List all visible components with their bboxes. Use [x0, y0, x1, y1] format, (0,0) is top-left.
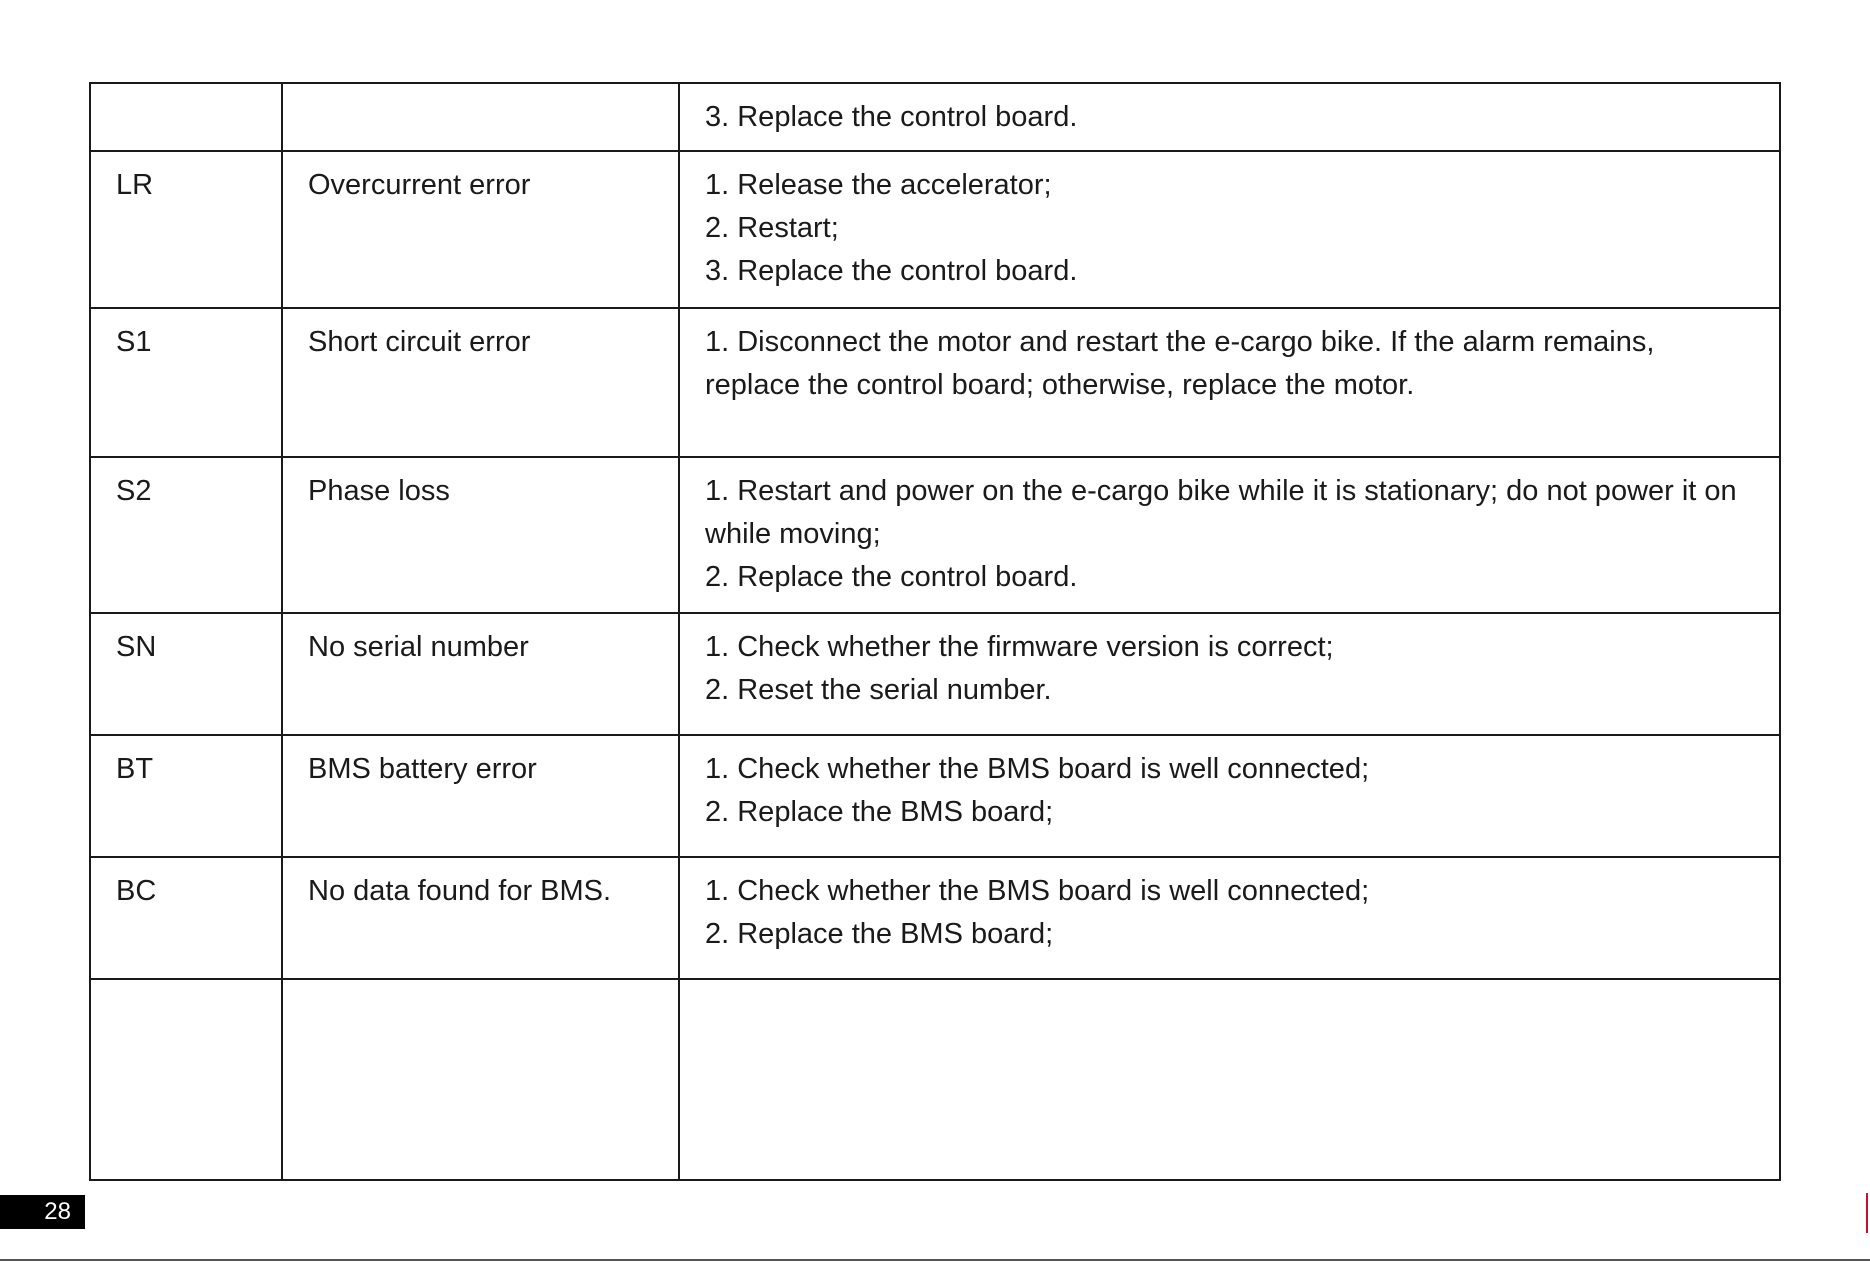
solution-cell [679, 83, 1780, 151]
solution-cell [679, 151, 1780, 308]
solution-step: 2. Replace the control board. [705, 561, 1078, 593]
solution-step: 1. Restart and power on the e-cargo bike while it is stationary; do not power it on while moving; [705, 475, 1737, 550]
solution-step: 2. Replace the BMS board; [705, 918, 1054, 950]
error-code-cell: BC [90, 857, 282, 979]
table-row [90, 613, 1780, 735]
solution-step: 3. Replace the control board. [705, 101, 1078, 133]
error-code-cell: S2 [90, 457, 282, 613]
error-code-cell: S1 [90, 308, 282, 457]
table-row [90, 979, 1780, 1180]
table-row [90, 308, 1780, 457]
solution-step: 1. Check whether the BMS board is well connected; [705, 753, 1370, 785]
error-description-cell: No serial number [282, 613, 679, 735]
table-row [90, 735, 1780, 857]
table-row [90, 857, 1780, 979]
solution-step: 2. Restart; [705, 212, 839, 244]
error-code-cell: LR [90, 151, 282, 308]
error-code-cell: BT [90, 735, 282, 857]
solution-step: 2. Replace the BMS board; [705, 796, 1054, 828]
table-row [90, 83, 1780, 151]
table-row [90, 151, 1780, 308]
error-description-cell: Overcurrent error [282, 151, 679, 308]
error-description-cell: Phase loss [282, 457, 679, 613]
error-code-cell: SN [90, 613, 282, 735]
edge-marker [1866, 1193, 1868, 1233]
solution-cell [679, 979, 1780, 1180]
solution-cell [679, 735, 1780, 857]
error-description-cell: No data found for BMS. [282, 857, 679, 979]
solution-cell [679, 457, 1780, 613]
solution-step: 1. Check whether the firmware version is correct; [705, 631, 1334, 663]
solution-cell [679, 857, 1780, 979]
error-code-table [89, 82, 1781, 1181]
solution-cell [679, 613, 1780, 735]
solution-step: 2. Reset the serial number. [705, 674, 1052, 706]
error-description-cell [282, 979, 679, 1180]
solution-step: 1. Disconnect the motor and restart the e-cargo bike. If the alarm remains, replace the control board; otherwise, replace the motor. [705, 326, 1655, 401]
error-description-cell [282, 83, 679, 151]
page-number: 28 [0, 1195, 85, 1229]
bottom-divider [0, 1259, 1870, 1261]
error-code-cell [90, 979, 282, 1180]
error-description-cell: Short circuit error [282, 308, 679, 457]
solution-cell [679, 308, 1780, 457]
error-code-cell [90, 83, 282, 151]
error-description-cell: BMS battery error [282, 735, 679, 857]
table-row [90, 457, 1780, 613]
solution-step: 1. Check whether the BMS board is well connected; [705, 875, 1370, 907]
solution-step: 3. Replace the control board. [705, 255, 1078, 287]
solution-step: 1. Release the accelerator; [705, 169, 1052, 201]
